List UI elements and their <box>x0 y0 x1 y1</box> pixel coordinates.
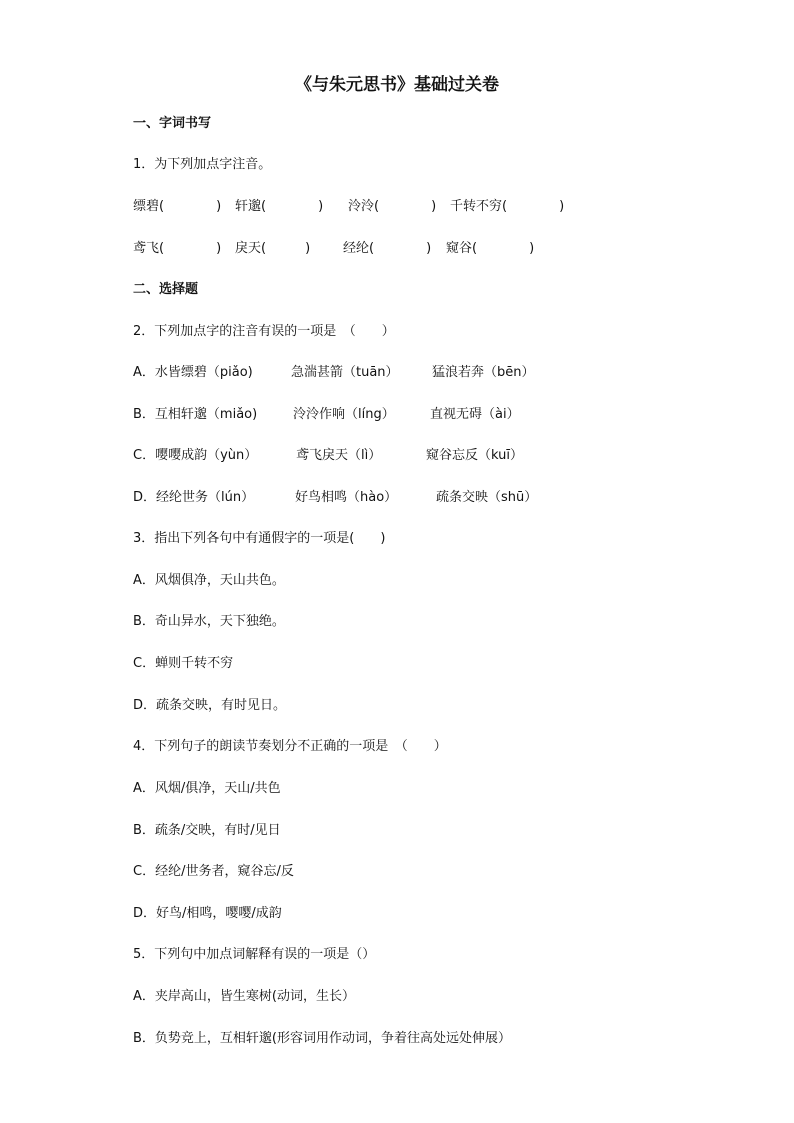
question-1-stem: 1．为下列加点字注音。 <box>133 157 272 172</box>
pinyin-blank: 泠泠( ) <box>348 199 437 214</box>
question-5-option-a: A．夹岸高山，皆生寒树(动词，生长） <box>133 989 355 1004</box>
question-2-option-b <box>133 406 733 424</box>
option-item: A．水皆缥碧（piǎo) <box>133 365 253 380</box>
option-item: B．互相轩邈（miǎo) <box>133 407 258 422</box>
option-item: 鸢飞戾天（lì） <box>296 448 382 463</box>
option-item: 窥谷忘反（kuī） <box>426 448 523 463</box>
option-item: 好鸟相鸣（hào） <box>295 490 398 505</box>
question-3-option-b: B．奇山异水，天下独绝。 <box>133 614 285 629</box>
option-item: 直视无碍（ài） <box>430 407 520 422</box>
section-heading-2: 二、选择题 <box>133 282 199 297</box>
option-item: 猛浪若奔（bēn） <box>432 365 535 380</box>
option-item: 疏条交映（shū） <box>436 490 538 505</box>
question-2-stem: 2．下列加点字的注音有误的一项是 （ ） <box>133 324 395 339</box>
question-3-option-c: C．蝉则千转不穷 <box>133 656 234 671</box>
question-2-option-d <box>133 489 733 507</box>
pinyin-blank: 戾天( ) <box>235 241 311 256</box>
pinyin-blank: 千转不穷( ) <box>450 199 565 214</box>
question-4-option-d: D．好鸟/相鸣，嘤嘤/成韵 <box>133 906 282 921</box>
pinyin-blank: 鸢飞( ) <box>133 241 222 256</box>
question-4-option-a: A．风烟/俱净，天山/共色 <box>133 781 281 796</box>
question-4-option-b: B．疏条/交映，有时/见日 <box>133 823 281 838</box>
question-5-stem: 5．下列句中加点词解释有误的一项是（） <box>133 947 376 962</box>
question-3-stem: 3．指出下列各句中有通假字的一项是( ) <box>133 531 386 546</box>
question-3-option-d: D．疏条交映，有时见日。 <box>133 698 287 713</box>
option-item: 泠泠作响（líng） <box>293 407 395 422</box>
question-1-row-1 <box>133 198 733 216</box>
question-3-option-a: A．风烟俱净，天山共色。 <box>133 573 285 588</box>
question-2-option-a <box>133 364 733 382</box>
section-heading-1: 一、字词书写 <box>133 116 212 131</box>
question-5-option-b: B．负势竞上，互相轩邈(形容词用作动词，争着往高处远处伸展） <box>133 1031 511 1046</box>
pinyin-blank: 窥谷( ) <box>446 241 535 256</box>
option-item: D．经纶世务（lún） <box>133 490 255 505</box>
document-title: 《与朱元思书》基础过关卷 <box>295 75 499 95</box>
pinyin-blank: 经纶( ) <box>343 241 432 256</box>
question-4-stem: 4．下列句子的朗读节奏划分不正确的一项是 （ ） <box>133 739 447 754</box>
question-4-option-c: C．经纶/世务者，窥谷忘/反 <box>133 864 294 879</box>
question-2-option-c <box>133 447 733 465</box>
pinyin-blank: 轩邈( ) <box>235 199 324 214</box>
option-item: C．嘤嘤成韵（yùn） <box>133 448 258 463</box>
question-1-row-2 <box>133 240 733 258</box>
pinyin-blank: 缥碧( ) <box>133 199 222 214</box>
option-item: 急湍甚箭（tuān） <box>291 365 399 380</box>
